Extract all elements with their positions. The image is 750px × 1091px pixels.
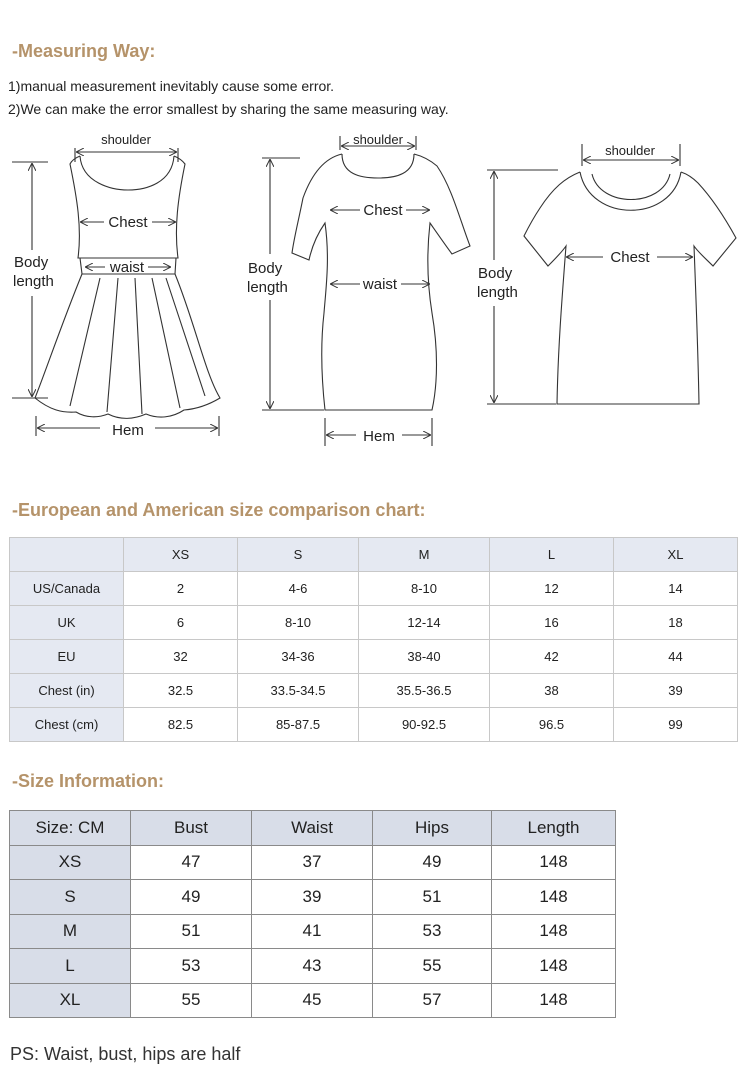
bodycon-waist-label: waist xyxy=(362,276,398,293)
tshirt-shoulder-label: shoulder xyxy=(605,143,655,158)
table-row xyxy=(10,606,738,640)
table-cell: 39 xyxy=(252,880,373,915)
table-cell: 148 xyxy=(492,880,616,915)
row-label: Chest (cm) xyxy=(10,708,124,742)
table-cell: 38 xyxy=(490,674,614,708)
table-row xyxy=(10,572,738,606)
table-cell: 4-6 xyxy=(238,572,359,606)
table-row xyxy=(10,845,616,880)
flared-shoulder-label: shoulder xyxy=(101,132,151,147)
table-cell: 57 xyxy=(373,983,492,1018)
table-cell: 55 xyxy=(131,983,252,1018)
size-info-header-row xyxy=(10,811,616,846)
flared-hem-label: Hem xyxy=(112,422,144,439)
table-cell: 49 xyxy=(373,845,492,880)
size-info-table xyxy=(9,810,616,1018)
tshirt-body-label: Body xyxy=(478,265,513,282)
table-cell: 99 xyxy=(614,708,738,742)
table-row xyxy=(10,640,738,674)
table-cell: 43 xyxy=(252,949,373,984)
size-comparison-table xyxy=(9,537,738,742)
table-cell: 42 xyxy=(490,640,614,674)
table-cell: 45 xyxy=(252,983,373,1018)
size-label: S xyxy=(10,880,131,915)
tshirt-figure xyxy=(524,172,736,404)
table-cell: 12-14 xyxy=(359,606,490,640)
table-cell: 16 xyxy=(490,606,614,640)
size-info-header-cell: Waist xyxy=(252,811,373,846)
flared-dress-figure xyxy=(35,156,220,419)
table-cell: 53 xyxy=(131,949,252,984)
table-cell: 18 xyxy=(614,606,738,640)
table-cell: 2 xyxy=(124,572,238,606)
size-info-header-cell: Hips xyxy=(373,811,492,846)
comparison-header-cell xyxy=(10,538,124,572)
row-label: EU xyxy=(10,640,124,674)
size-label: XS xyxy=(10,845,131,880)
table-cell: 148 xyxy=(492,914,616,949)
row-label: Chest (in) xyxy=(10,674,124,708)
tshirt-length-label: length xyxy=(477,284,518,301)
table-cell: 41 xyxy=(252,914,373,949)
table-row xyxy=(10,708,738,742)
table-cell: 82.5 xyxy=(124,708,238,742)
table-row xyxy=(10,949,616,984)
table-cell: 8-10 xyxy=(359,572,490,606)
table-row xyxy=(10,914,616,949)
comparison-header-cell: XS xyxy=(124,538,238,572)
table-cell: 34-36 xyxy=(238,640,359,674)
comparison-header-cell: S xyxy=(238,538,359,572)
table-cell: 51 xyxy=(131,914,252,949)
table-cell: 6 xyxy=(124,606,238,640)
table-cell: 39 xyxy=(614,674,738,708)
measuring-note-2: 2)We can make the error smallest by sharing the same measuring way. xyxy=(8,101,449,117)
table-cell: 44 xyxy=(614,640,738,674)
measuring-way-title: -Measuring Way: xyxy=(12,41,156,61)
table-cell: 51 xyxy=(373,880,492,915)
size-label: M xyxy=(10,914,131,949)
table-row xyxy=(10,674,738,708)
comparison-title: -European and American size comparison chart: xyxy=(12,500,426,520)
size-info-title: -Size Information: xyxy=(12,771,164,791)
table-cell: 33.5-34.5 xyxy=(238,674,359,708)
table-cell: 85-87.5 xyxy=(238,708,359,742)
comparison-header-cell: M xyxy=(359,538,490,572)
size-info-header-cell: Length xyxy=(492,811,616,846)
table-cell: 53 xyxy=(373,914,492,949)
measuring-note-1: 1)manual measurement inevitably cause some error. xyxy=(8,78,335,94)
table-cell: 90-92.5 xyxy=(359,708,490,742)
table-cell: 47 xyxy=(131,845,252,880)
table-row xyxy=(10,880,616,915)
table-cell: 38-40 xyxy=(359,640,490,674)
bodycon-hem-label: Hem xyxy=(363,428,395,445)
table-cell: 37 xyxy=(252,845,373,880)
table-cell: 96.5 xyxy=(490,708,614,742)
row-label: US/Canada xyxy=(10,572,124,606)
size-label: XL xyxy=(10,983,131,1018)
flared-body-label: Body xyxy=(14,254,49,271)
ps-note: PS: Waist, bust, hips are half xyxy=(10,1044,241,1064)
table-cell: 148 xyxy=(492,845,616,880)
flared-length-label: length xyxy=(13,273,54,290)
flared-waist-label: waist xyxy=(109,259,145,276)
table-cell: 148 xyxy=(492,949,616,984)
row-label: UK xyxy=(10,606,124,640)
table-cell: 14 xyxy=(614,572,738,606)
table-cell: 55 xyxy=(373,949,492,984)
table-cell: 35.5-36.5 xyxy=(359,674,490,708)
table-cell: 32 xyxy=(124,640,238,674)
flared-chest-label: Chest xyxy=(108,214,148,231)
bodycon-chest-label: Chest xyxy=(363,202,403,219)
table-cell: 148 xyxy=(492,983,616,1018)
size-info-header-cell: Size: CM xyxy=(10,811,131,846)
tshirt-chest-label: Chest xyxy=(610,249,650,266)
table-cell: 32.5 xyxy=(124,674,238,708)
bodycon-body-label: Body xyxy=(248,260,283,277)
table-cell: 12 xyxy=(490,572,614,606)
comparison-header-cell: L xyxy=(490,538,614,572)
comparison-header-cell: XL xyxy=(614,538,738,572)
comparison-header-row xyxy=(10,538,738,572)
bodycon-shoulder-label: shoulder xyxy=(353,132,403,147)
table-cell: 8-10 xyxy=(238,606,359,640)
measuring-diagram xyxy=(0,128,750,458)
table-row xyxy=(10,983,616,1018)
size-info-header-cell: Bust xyxy=(131,811,252,846)
table-cell: 49 xyxy=(131,880,252,915)
size-label: L xyxy=(10,949,131,984)
bodycon-length-label: length xyxy=(247,279,288,296)
